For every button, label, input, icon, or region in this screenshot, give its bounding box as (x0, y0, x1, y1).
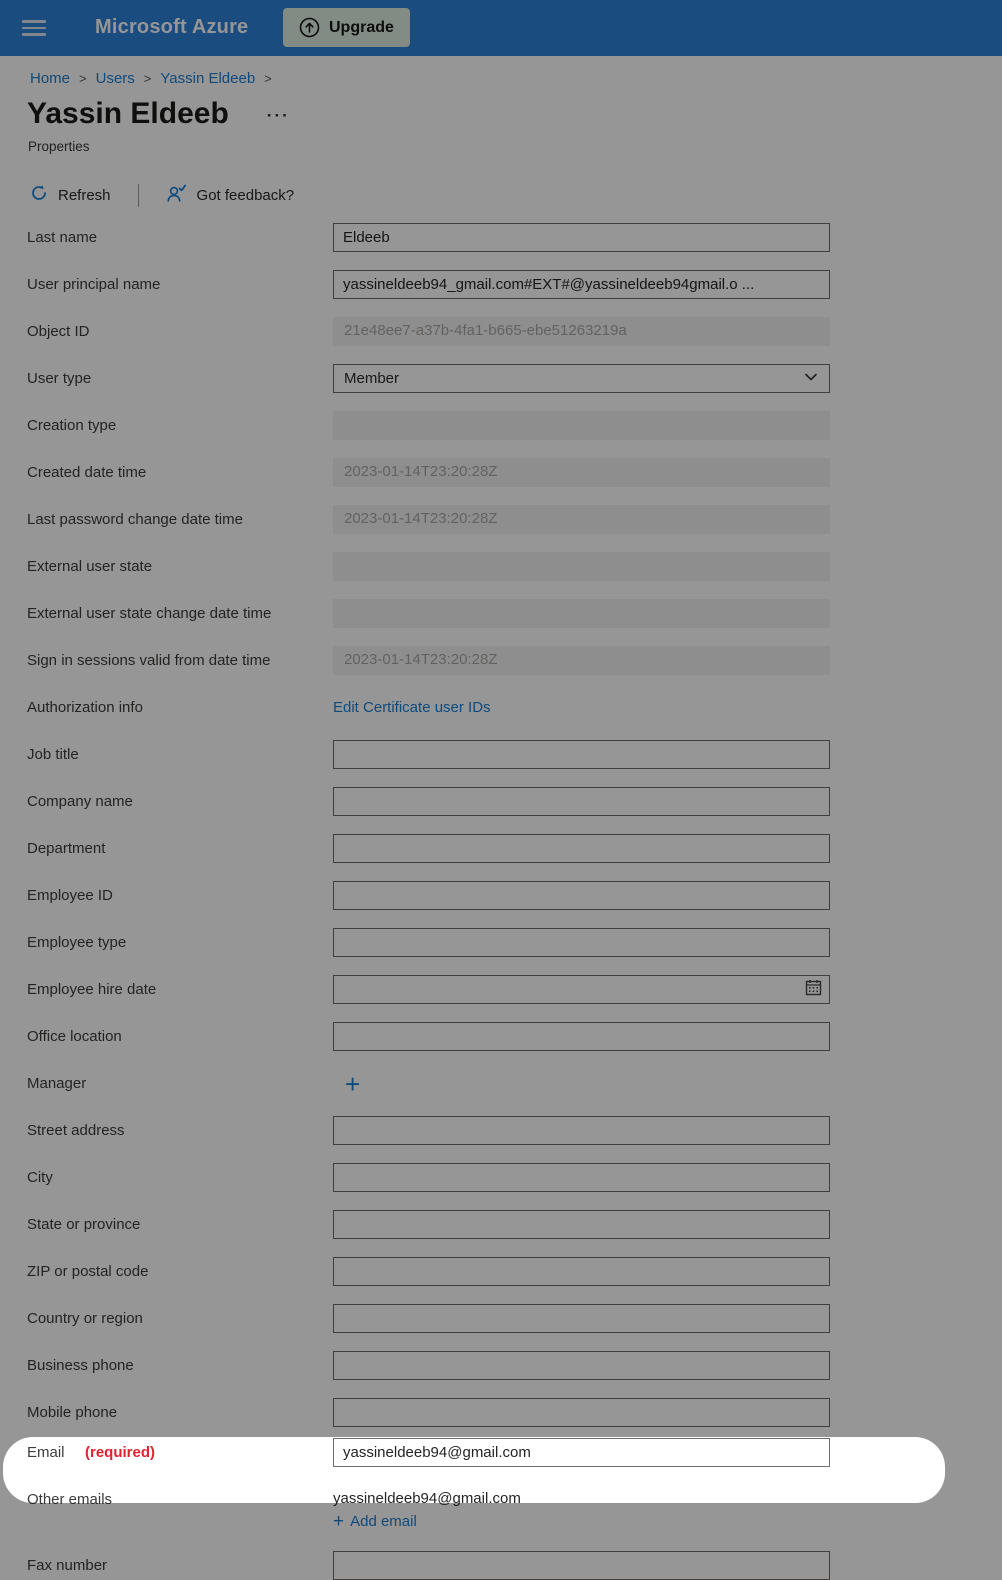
text-input[interactable] (333, 1210, 830, 1239)
field-label: Country or region (27, 1310, 143, 1327)
breadcrumb-separator-icon: > (143, 71, 152, 86)
refresh-icon (30, 184, 48, 206)
field-label: Department (27, 840, 106, 857)
field-area (333, 1257, 830, 1286)
breadcrumb-current-user[interactable]: Yassin Eldeeb (160, 70, 256, 87)
calendar-icon[interactable] (805, 979, 822, 1001)
upgrade-arrow-icon (299, 17, 320, 38)
field-label: Employee type (27, 934, 127, 951)
field-area (333, 1551, 830, 1580)
field-label: Office location (27, 1028, 122, 1045)
field-area (333, 740, 830, 769)
field-label: Manager (27, 1075, 87, 1092)
field-label: Object ID (27, 323, 90, 340)
field-area (333, 834, 830, 863)
field-area (333, 505, 830, 534)
field-area (333, 270, 830, 299)
field-label: User type (27, 370, 92, 387)
edit-certificate-link[interactable]: Edit Certificate user IDs (333, 699, 491, 716)
field-area (333, 1210, 830, 1239)
text-input[interactable] (333, 1351, 830, 1380)
breadcrumb-users[interactable]: Users (95, 70, 135, 87)
form-row (27, 1060, 1002, 1107)
field-area (333, 1398, 830, 1427)
disabled-field (333, 552, 830, 581)
refresh-label: Refresh (58, 186, 111, 204)
form-row (27, 1488, 1002, 1542)
form-row (27, 1295, 1002, 1342)
chevron-down-icon (803, 369, 819, 389)
field-label: Street address (27, 1122, 125, 1139)
text-input[interactable] (333, 1257, 830, 1286)
text-input[interactable] (333, 881, 830, 910)
azure-top-bar (0, 0, 1002, 56)
text-input[interactable] (333, 1551, 830, 1580)
form-row (27, 590, 1002, 637)
field-area (333, 1304, 830, 1333)
field-label: External user state change date time (27, 605, 272, 622)
field-label: Fax number (27, 1557, 108, 1574)
toolbar-divider (138, 184, 139, 207)
feedback-label: Got feedback? (196, 186, 295, 204)
form-row (27, 402, 1002, 449)
form-row (27, 449, 1002, 496)
field-label: Authorization info (27, 699, 143, 716)
field-area (333, 364, 830, 393)
properties-form (0, 214, 1002, 1580)
text-input[interactable] (333, 1163, 830, 1192)
refresh-button[interactable] (30, 184, 111, 206)
email-input[interactable] (333, 1438, 830, 1467)
form-row (27, 355, 1002, 402)
field-area (333, 1351, 830, 1380)
azure-logo-title: Microsoft Azure (95, 16, 249, 38)
field-label: Last name (27, 229, 98, 246)
text-input[interactable] (333, 1116, 830, 1145)
field-area (333, 1490, 830, 1531)
form-row (27, 214, 1002, 261)
form-row (27, 919, 1002, 966)
hamburger-menu-icon[interactable] (22, 18, 46, 38)
field-label: Company name (27, 793, 133, 810)
field-area (333, 787, 830, 816)
breadcrumb (30, 70, 1002, 87)
field-area (333, 1163, 830, 1192)
date-field[interactable] (333, 975, 830, 1004)
field-area (333, 1068, 830, 1099)
form-row (27, 637, 1002, 684)
form-row (27, 308, 1002, 355)
form-row (27, 261, 1002, 308)
other-email-value: yassineldeeb94@gmail.com (333, 1490, 521, 1507)
text-input[interactable] (333, 834, 830, 863)
text-input[interactable] (333, 270, 830, 299)
disabled-field: 2023-01-14T23:20:28Z (333, 505, 830, 534)
field-area (333, 1022, 830, 1051)
text-input[interactable] (333, 928, 830, 957)
add-manager-button[interactable]: + (333, 1071, 360, 1097)
form-row (27, 684, 1002, 731)
page-subtitle: Properties (28, 139, 90, 154)
text-input[interactable] (333, 1398, 830, 1427)
form-row (27, 872, 1002, 919)
field-area (333, 881, 830, 910)
field-label: Created date time (27, 464, 147, 481)
dropdown-value: Member (344, 370, 400, 387)
form-row (27, 778, 1002, 825)
form-row (27, 825, 1002, 872)
form-row (27, 496, 1002, 543)
upgrade-label: Upgrade (329, 18, 394, 36)
breadcrumb-home[interactable]: Home (30, 70, 71, 87)
command-toolbar (30, 182, 1002, 208)
field-label: Employee ID (27, 887, 113, 904)
text-input[interactable] (333, 223, 830, 252)
field-label: Other emails (27, 1491, 113, 1508)
field-label: Sign in sessions valid from date time (27, 652, 271, 669)
text-input[interactable] (333, 1022, 830, 1051)
more-menu-icon[interactable]: ··· (266, 106, 290, 125)
other-emails-group (333, 1490, 521, 1531)
field-area (333, 975, 830, 1004)
form-row (27, 1342, 1002, 1389)
user-type-dropdown[interactable] (333, 364, 830, 393)
plus-icon: + (333, 1511, 345, 1532)
disabled-field (333, 411, 830, 440)
page-title: Yassin Eldeeb (27, 97, 229, 130)
add-email-link[interactable] (333, 1512, 521, 1531)
breadcrumb-separator-icon: > (79, 71, 87, 86)
form-row (27, 1013, 1002, 1060)
form-row (27, 1248, 1002, 1295)
form-row (27, 543, 1002, 590)
upgrade-button[interactable] (283, 8, 410, 47)
field-label: Business phone (27, 1357, 134, 1374)
disabled-field: 2023-01-14T23:20:28Z (333, 458, 830, 487)
disabled-field: 2023-01-14T23:20:28Z (333, 646, 830, 675)
field-label: ZIP or postal code (27, 1263, 149, 1280)
form-row (27, 1201, 1002, 1248)
form-row (27, 966, 1002, 1013)
feedback-button[interactable] (166, 184, 295, 207)
field-label: City (27, 1169, 53, 1186)
required-badge: (required) (85, 1443, 156, 1461)
field-area (333, 928, 830, 957)
disabled-field (333, 599, 830, 628)
add-email-label: Add email (350, 1513, 417, 1530)
feedback-person-icon (166, 184, 187, 207)
field-area (333, 223, 830, 252)
text-input[interactable] (333, 787, 830, 816)
field-label: External user state (27, 558, 153, 575)
field-label: Mobile phone (27, 1404, 118, 1421)
field-label: Job title (27, 746, 79, 763)
field-area (333, 411, 830, 440)
field-label: Employee hire date (27, 981, 157, 998)
form-row (27, 1154, 1002, 1201)
field-area (333, 699, 830, 716)
field-label: Email (27, 1443, 65, 1461)
field-area (333, 646, 830, 675)
form-row (27, 731, 1002, 778)
field-area (333, 317, 830, 346)
form-row (27, 1420, 1002, 1484)
field-area (333, 1438, 830, 1467)
field-area (333, 1116, 830, 1145)
field-area (333, 599, 830, 628)
field-area (333, 552, 830, 581)
field-label: User principal name (27, 276, 161, 293)
field-label: Creation type (27, 417, 117, 434)
text-input[interactable] (333, 740, 830, 769)
disabled-field: 21e48ee7-a37b-4fa1-b665-ebe51263219a (333, 317, 830, 346)
text-input[interactable] (333, 1304, 830, 1333)
form-row (27, 1107, 1002, 1154)
form-row (27, 1542, 1002, 1580)
field-label: Last password change date time (27, 511, 243, 528)
field-area (333, 458, 830, 487)
field-label: State or province (27, 1216, 141, 1233)
breadcrumb-separator-icon: > (264, 71, 272, 86)
